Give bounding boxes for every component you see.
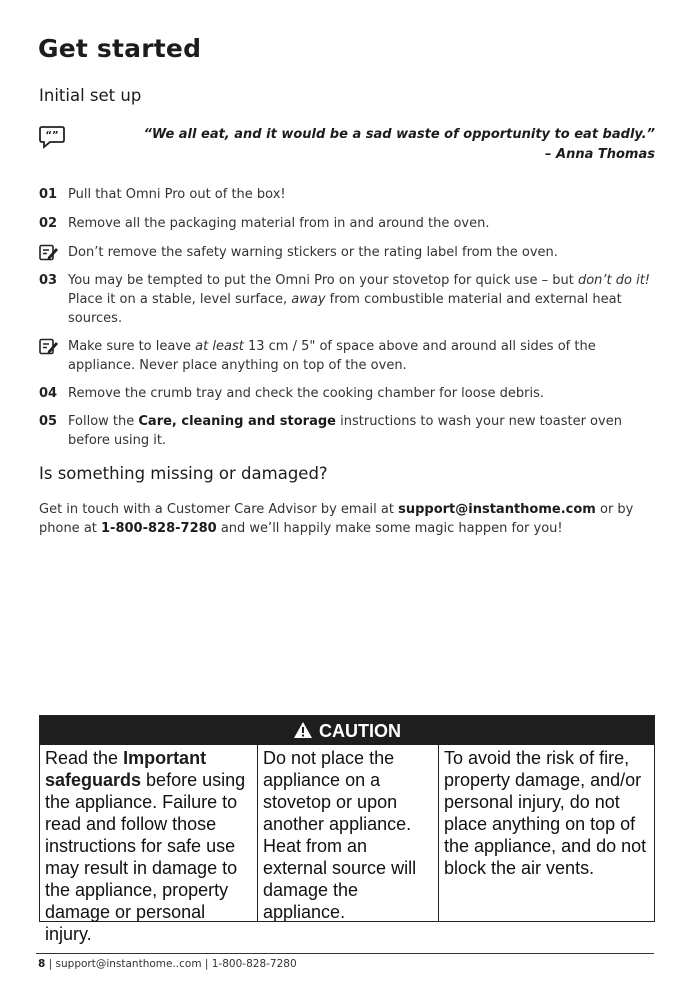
quote bbox=[95, 125, 655, 165]
note-text: Make sure to leave at least 13 cm / 5" of space above and around all sides of the appliance. Never place anything on top of the oven. bbox=[68, 339, 596, 373]
note-text: Don’t remove the safety warning stickers or the rating label from the oven. bbox=[68, 245, 558, 260]
section-heading-missing-damaged: Is something missing or damaged? bbox=[39, 464, 328, 483]
step-number: 02 bbox=[39, 216, 58, 231]
step-text: Remove the crumb tray and check the cooking chamber for loose debris. bbox=[68, 386, 544, 401]
step-text: Pull that Omni Pro out of the box! bbox=[68, 187, 286, 202]
step-number: 03 bbox=[39, 273, 58, 288]
caution-box bbox=[39, 715, 655, 944]
caution-column-2: Do not place the appliance on a stovetop or upon another appliance. Heat from an external source will damage the appliance. bbox=[257, 745, 438, 921]
step-05 bbox=[39, 412, 659, 450]
step-text: Remove all the packaging material from in and around the oven. bbox=[68, 216, 490, 231]
note-icon bbox=[39, 338, 59, 355]
support-email[interactable]: support@instanthome.com bbox=[398, 502, 596, 517]
step-number: 01 bbox=[39, 187, 58, 202]
caution-title: CAUTION bbox=[319, 721, 401, 741]
support-phone[interactable]: 1-800-828-7280 bbox=[101, 521, 217, 536]
footer-divider bbox=[36, 953, 654, 954]
svg-text:“”: “” bbox=[45, 130, 59, 141]
caution-column-1: Read the Important safeguards before using the appliance. Failure to read and follow those instructions for safe use may result in damage to the appliance, property damage or personal injury. bbox=[45, 748, 246, 944]
footer-contact: | support@instanthome..com | 1-800-828-7280 bbox=[45, 958, 297, 970]
note-clearance bbox=[39, 337, 659, 375]
caution-column-3: To avoid the risk of fire, property damage, and/or personal injury, do not place anything on top of the appliance, and do not block the air vents. bbox=[438, 745, 654, 921]
step-04 bbox=[39, 384, 659, 403]
step-number: 04 bbox=[39, 386, 58, 401]
warning-icon bbox=[293, 721, 313, 739]
step-number: 05 bbox=[39, 414, 58, 429]
quote-text: “We all eat, and it would be a sad waste of opportunity to eat badly.” bbox=[143, 127, 655, 142]
quote-author: – Anna Thomas bbox=[544, 147, 655, 162]
contact-paragraph: Get in touch with a Customer Care Advisor by email at support@instanthome.com or by phone at 1-800-828-7280 and we’ll happily make some magic happen for you! bbox=[39, 502, 634, 536]
step-02 bbox=[39, 214, 659, 233]
section-heading-initial-setup: Initial set up bbox=[39, 86, 142, 105]
step-text: You may be tempted to put the Omni Pro on your stovetop for quick use – but don’t do it! Place it on a stable, level surface, away from combustible material and external heat sources. bbox=[68, 273, 651, 326]
quote-icon bbox=[39, 125, 65, 149]
caution-header bbox=[40, 716, 654, 745]
step-03 bbox=[39, 271, 659, 328]
page-title: Get started bbox=[38, 34, 202, 63]
note-stickers bbox=[39, 243, 659, 262]
page-number: 8 bbox=[38, 958, 46, 970]
footer bbox=[38, 958, 297, 970]
step-text: Follow the Care, cleaning and storage instructions to wash your new toaster oven before using it. bbox=[68, 414, 622, 448]
note-icon bbox=[39, 244, 59, 261]
step-01 bbox=[39, 185, 659, 204]
